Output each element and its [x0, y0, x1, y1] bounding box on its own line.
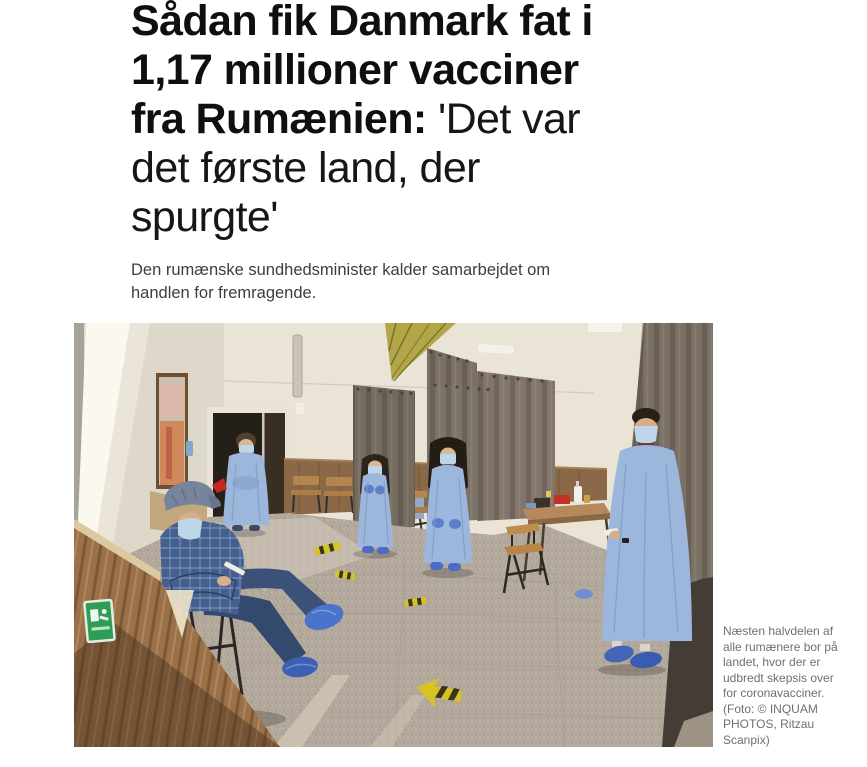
health-worker-center — [422, 437, 474, 578]
shoe — [249, 525, 260, 531]
glove — [432, 518, 444, 528]
folded-arms — [232, 476, 260, 490]
face-mask — [634, 426, 658, 444]
hand — [610, 531, 621, 540]
wall-mirror — [156, 373, 188, 489]
sock — [640, 644, 650, 651]
exit-sign — [84, 600, 114, 642]
glove — [364, 485, 374, 494]
glove — [449, 519, 461, 529]
hand — [217, 576, 231, 586]
headline-quote: 'Det var det første land, der spurgte' — [131, 95, 580, 241]
article-figure — [74, 323, 867, 747]
shoe-cover — [377, 547, 389, 554]
wristwatch — [622, 538, 629, 543]
glove — [375, 486, 385, 495]
shoe — [232, 525, 243, 531]
headline-main: Sådan fik Danmark fat i 1,17 millioner vacciner fra Rumænien: — [131, 0, 593, 143]
face-mask — [440, 454, 456, 464]
wall-pipe — [293, 335, 302, 397]
photo-caption: Næsten halvdelen af alle rumænere bor på landet, hvor der er udbredt skepsis over for coronavacciner. (Foto: © INQUAM PHOTOS, Ritzau Scanpix) — [723, 624, 838, 747]
shoe-cover — [448, 563, 461, 571]
vaccination-room-scene — [74, 323, 713, 747]
shoe-cover-partial — [575, 589, 593, 599]
shoe-cover — [362, 546, 374, 553]
standfirst: Den rumænske sundhedsminister kalder samarbejdet om handlen for fremragende. — [131, 261, 551, 302]
face-mask — [239, 445, 254, 453]
high-window — [588, 323, 622, 332]
bottle-on-sill — [186, 441, 193, 456]
shoe-cover — [430, 562, 443, 570]
face-mask — [178, 518, 202, 540]
light-switch — [296, 403, 304, 414]
article-photo — [74, 323, 713, 747]
headline — [131, 0, 609, 242]
